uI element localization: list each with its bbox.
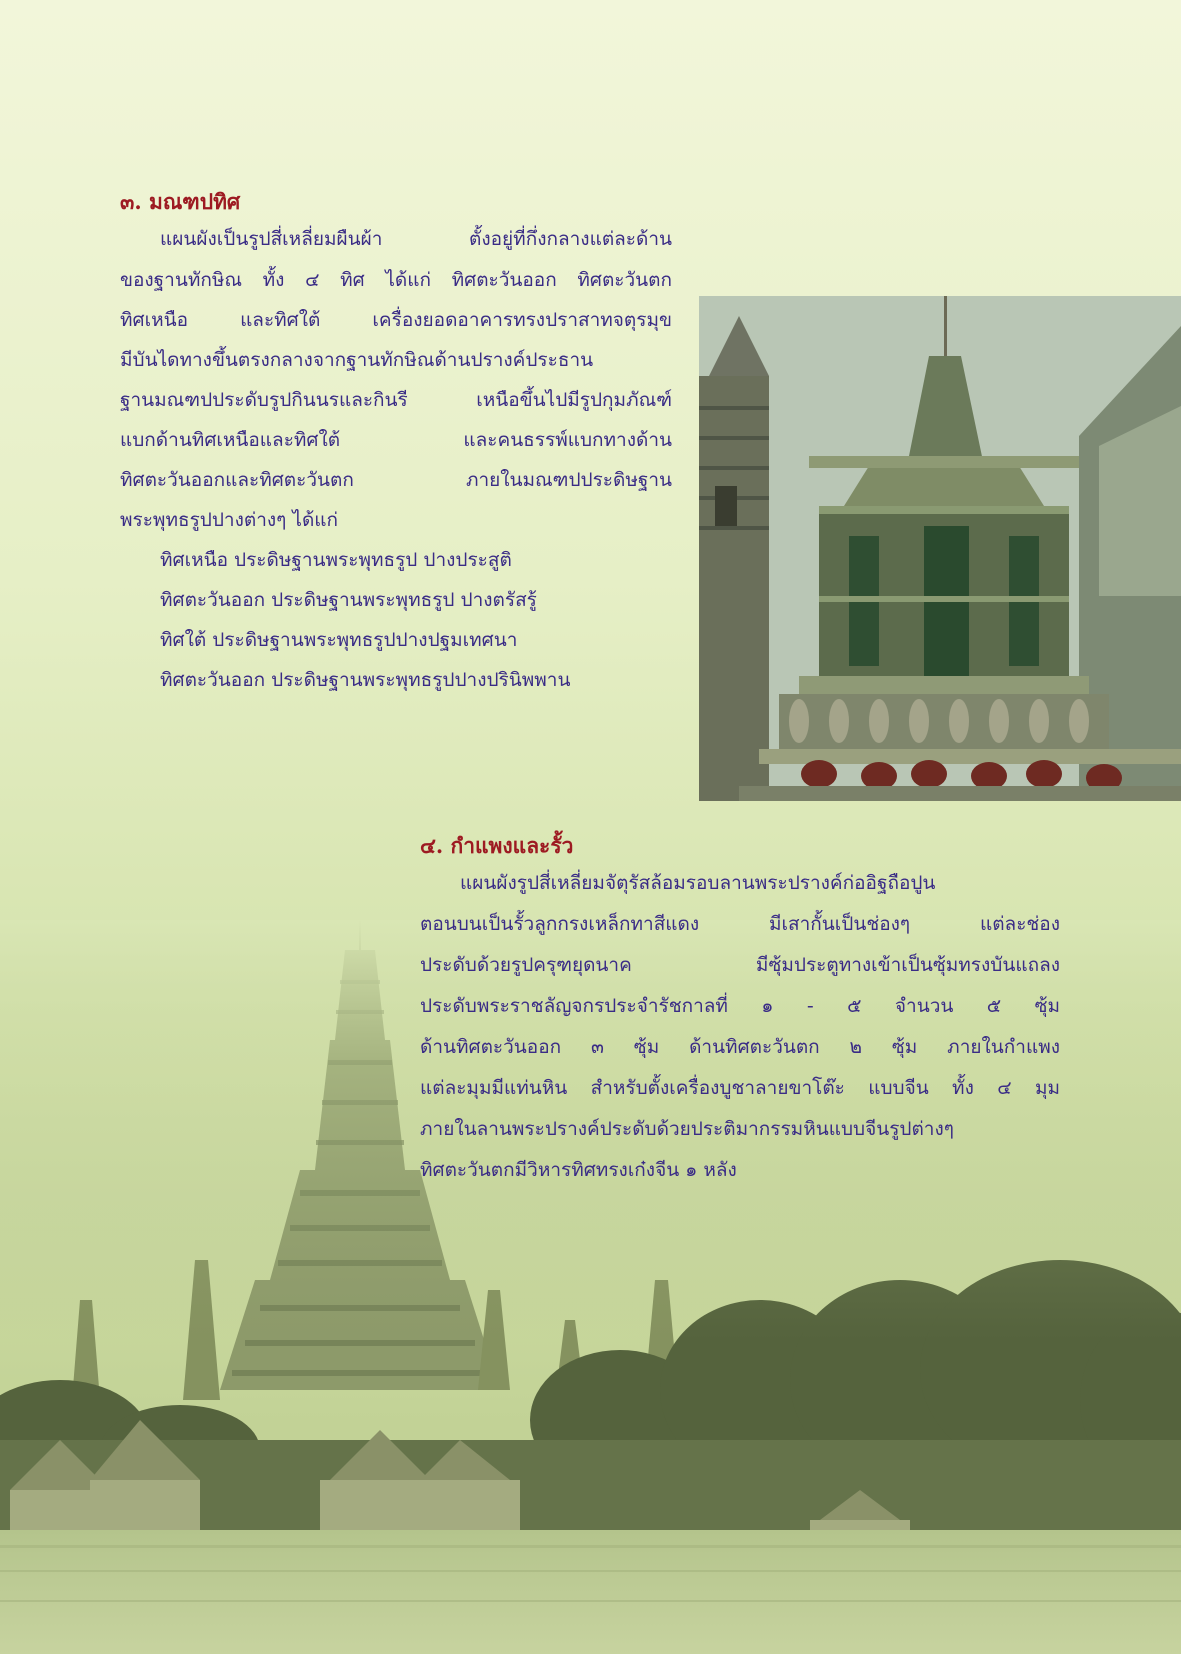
section-4-line: ด้านทิศตะวันออก ๓ ซุ้ม ด้านทิศตะวันตก ๒ ซุ้ม ภายในกำแพง — [420, 1036, 1060, 1058]
section-4-line: แต่ละมุมมีแท่นหิน สำหรับตั้งเครื่องบูชาลายขาโต๊ะ แบบจีน ทั้ง ๔ มุม — [420, 1077, 1060, 1099]
section-3-list-item: ทิศเหนือ ประดิษฐานพระพุทธรูป ปางประสูติ — [160, 549, 512, 571]
section-3-list-item: ทิศตะวันออก ประดิษฐานพระพุทธรูปปางปรินิพพาน — [160, 669, 571, 691]
temple-riverside-photo — [0, 920, 1181, 1654]
section-4-line: ประดับด้วยรูปครุฑยุดนาค มีซุ้มประตูทางเข้าเป็นซุ้มทรงบันแถลง — [420, 954, 1060, 976]
section-3-line: ทิศเหนือ และทิศใต้ เครื่องยอดอาคารทรงปราสาทจตุรมุข — [120, 309, 672, 331]
section-3-line: ฐานมณฑปประดับรูปกินนรและกินรี เหนือขึ้นไปมีรูปกุมภัณฑ์ — [120, 389, 672, 411]
section-4-line: ภายในลานพระปรางค์ประดับด้วยประติมากรรมหินแบบจีนรูปต่างๆ — [420, 1118, 954, 1140]
section-3-line: ทิศตะวันออกและทิศตะวันตก ภายในมณฑปประดิษฐาน — [120, 469, 672, 491]
section-4-line: ทิศตะวันตกมีวิหารทิศทรงเก๋งจีน ๑ หลัง — [420, 1159, 737, 1181]
section-3-line: มีบันไดทางขึ้นตรงกลางจากฐานทักษิณด้านปรางค์ประธาน — [120, 349, 594, 371]
section-4-line: แผนผังรูปสี่เหลี่ยมจัตุรัสล้อมรอบลานพระปรางค์ก่ออิฐถือปูน — [460, 872, 936, 894]
section-4-line: ตอนบนเป็นรั้วลูกกรงเหล็กทาสีแดง มีเสากั้นเป็นช่องๆ แต่ละช่อง — [420, 913, 1060, 935]
section-3-heading: ๓. มณฑปทิศ — [120, 189, 241, 214]
section-3-list-item: ทิศตะวันออก ประดิษฐานพระพุทธรูป ปางตรัสรู้ — [160, 589, 537, 611]
section-3-line: ของฐานทักษิณ ทั้ง ๔ ทิศ ได้แก่ ทิศตะวันออก ทิศตะวันตก — [120, 269, 672, 291]
section-3-list-item: ทิศใต้ ประดิษฐานพระพุทธรูปปางปฐมเทศนา — [160, 629, 518, 651]
mondop-photo — [699, 296, 1181, 801]
section-3-line: แบกด้านทิศเหนือและทิศใต้ และคนธรรพ์แบกทางด้าน — [120, 429, 672, 451]
section-4-heading: ๔. กำแพงและรั้ว — [420, 833, 574, 858]
section-3-line: แผนผังเป็นรูปสี่เหลี่ยมผืนผ้า ตั้งอยู่ที่กึ่งกลางแต่ละด้าน — [160, 228, 672, 250]
section-3-line: พระพุทธรูปปางต่างๆ ได้แก่ — [120, 509, 339, 531]
section-4-line: ประดับพระราชลัญจกรประจำรัชกาลที่ ๑ - ๕ จำนวน ๕ ซุ้ม — [420, 995, 1060, 1017]
